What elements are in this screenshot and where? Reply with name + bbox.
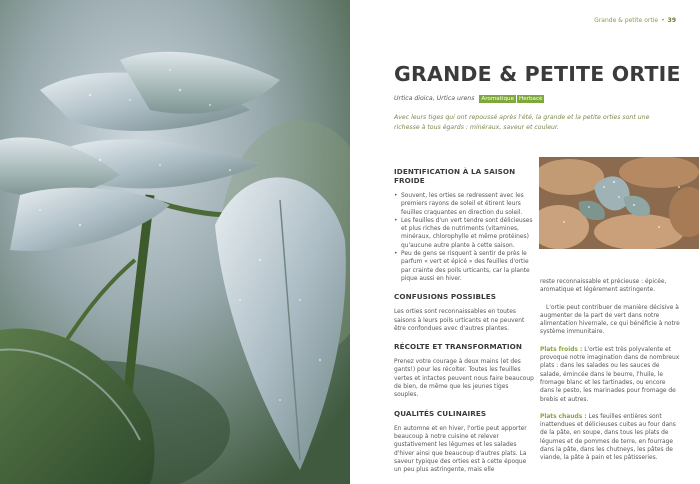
- intro-text: Avec leurs tiges qui ont repoussé après l'été, la grande et la petite orties sont une richesse à tous égards : minéraux, saveur et couleur.: [394, 114, 650, 131]
- identification-list: [394, 192, 534, 283]
- latin-name: Urtica dioica, Urtica urens: [394, 95, 475, 102]
- confusions-text: Les orties sont reconnaissables en toutes saisons à leurs poils urticants et ne peuvent être confondues avec d'autres plantes.: [394, 309, 525, 332]
- paragraph-immunity: L'ortie peut contribuer de manière décisive à augmenter de la part de vert dans notre alimentation hivernale, ce qui bénéficie à notre système immunitaire.: [540, 304, 680, 336]
- running-header-section: Grande & petite ortie: [594, 17, 659, 24]
- heading-recolte: RÉCOLTE ET TRANSFORMATION: [394, 342, 522, 352]
- list-item: • Souvent, les orties se redressent avec les premiers rayons de soleil et étirent leurs feuilles craquantes en direction du soleil.: [394, 192, 534, 217]
- plats-froids-text: L'ortie est très polyvalente et provoque notre imagination dans de nombreux plats : dans les salades ou les sauces de salade, émincée dans le beurre, l'huile, le fromage blanc et les tartinades, ou encore dans le pesto, les marinades pour fromage de brebis et autres.: [540, 346, 680, 403]
- heading-identification: IDENTIFICATION À LA SAISON FROIDE: [394, 167, 516, 185]
- plats-froids-label: Plats froids :: [540, 346, 583, 353]
- heading-confusions: CONFUSIONS POSSIBLES: [394, 292, 497, 302]
- column-left: [394, 167, 534, 483]
- frosted-ground-leaves-photo: [539, 157, 699, 249]
- latin-name-line: [394, 95, 544, 103]
- recolte-text: Prenez votre courage à deux mains (et des gants!) pour les récolter. Toutes les feuilles vertes et intactes peuvent nous faire beaucoup de bien, de même que les jeunes tiges souples.: [394, 359, 534, 399]
- list-item: • Peu de gens se risquent à sentir de près le parfum « vert et épicé » des feuilles d'ortie par crainte des poils urticants, car la plante pique aussi en hiver.: [394, 250, 534, 283]
- plats-froids: [540, 346, 680, 404]
- column-right: [540, 278, 680, 472]
- plats-chauds: [540, 413, 680, 463]
- plant-title: GRANDE & PETITE ORTIE: [394, 62, 681, 86]
- tag-aromatique: Aromatique: [481, 96, 515, 102]
- plats-chauds-label: Plats chauds :: [540, 413, 587, 420]
- tag-herbace: Herbacé: [519, 96, 543, 102]
- page-number: 39: [667, 17, 676, 24]
- running-header: [594, 17, 676, 24]
- qualites-text: En automne et en hiver, l'ortie peut apporter beaucoup à notre cuisine et relever gustativement les légumes et les salades d'hiver ainsi que beaucoup d'autres plats. La saveur typique des orties est à cette époque un peu plus astringente, mais elle: [394, 425, 527, 474]
- heading-qualites: QUALITÉS CULINAIRES: [394, 408, 487, 418]
- continuation-text: reste reconnaissable et précieuse : épicée, aromatique et légèrement astringente.: [540, 279, 667, 294]
- running-header-separator: •: [661, 17, 665, 24]
- plats-chauds-text: Les feuilles entières sont inattendues et délicieuses cuites au four dans de la pâte, en soupe, dans tous les plats de légumes et de pommes de terre, en fourrage dans la pâte, dans les chutneys, les pâtes de viande, la pâte à pain et les pâtisseries.: [540, 413, 676, 462]
- list-item: • Les feuilles d'un vert tendre sont délicieuses et plus riches de nutriments (vitamines, minéraux, chlorophylle et même protéines) qu'aucune autre plante à cette saison.: [394, 217, 534, 250]
